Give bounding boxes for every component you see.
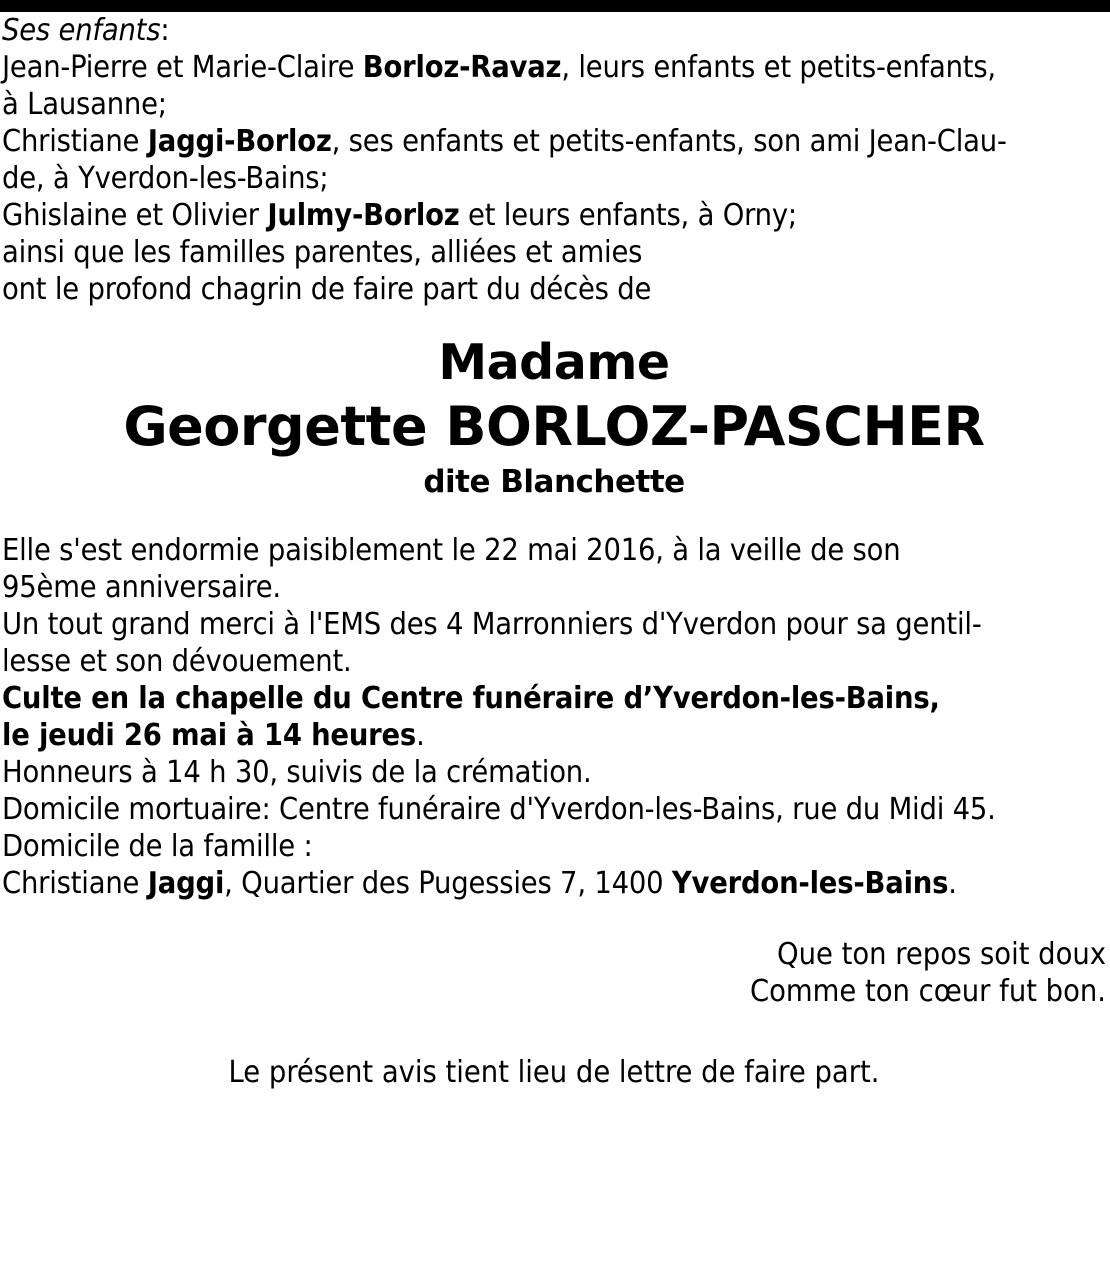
epitaph-line: Que ton repos soit doux xyxy=(777,937,1106,972)
city-name: Yverdon-les-Bains xyxy=(671,866,949,901)
intro-text-tail: , leurs enfants et petits-enfants, xyxy=(561,50,996,85)
intro-text: de, à Yverdon-les-Bains; xyxy=(2,161,329,196)
intro-line xyxy=(2,49,1106,86)
notice-footer: Le présent avis tient lieu de lettre de faire part. xyxy=(228,1055,880,1090)
body-text: Christiane xyxy=(2,866,148,901)
body-text: lesse et son dévouement. xyxy=(2,644,352,679)
service-text: Culte en la chapelle du Centre funéraire d’Yverdon-les-Bains, xyxy=(2,681,940,716)
epitaph-line: Comme ton cœur fut bon. xyxy=(749,974,1106,1009)
intro-line xyxy=(2,160,1106,197)
body-text: , Quartier des Pugessies 7, 1400 xyxy=(224,866,672,901)
intro-text: ainsi que les familles parentes, alliées et amies xyxy=(2,235,643,270)
family-address-line xyxy=(2,865,1106,902)
family-name: Julmy-Borloz xyxy=(267,198,460,233)
deceased-title: Madame xyxy=(438,334,670,391)
body-line xyxy=(2,754,1106,791)
intro-line xyxy=(2,123,1106,160)
body-text: Domicile de la famille : xyxy=(2,829,313,864)
body-text: 95ème anniversaire. xyxy=(2,570,281,605)
family-name: Jaggi-Borloz xyxy=(147,124,332,159)
intro-line xyxy=(2,197,1106,234)
body-text: Domicile mortuaire: Centre funéraire d'Yverdon-les-Bains, rue du Midi 45. xyxy=(2,792,996,827)
body-line xyxy=(2,532,1106,569)
intro-text: Christiane xyxy=(2,124,148,159)
spacer xyxy=(2,1010,1106,1054)
spacer xyxy=(2,504,1106,532)
intro-text: à Lausanne; xyxy=(2,87,167,122)
service-line xyxy=(2,717,1106,754)
body-line xyxy=(2,569,1106,606)
body-line xyxy=(2,643,1106,680)
children-heading-label: Ses enfants xyxy=(2,13,161,48)
body-text: Elle s'est endormie paisiblement le 22 mai 2016, à la veille de son xyxy=(2,533,901,568)
body-text: Un tout grand merci à l'EMS des 4 Marronniers d'Yverdon pour sa gentil- xyxy=(2,607,982,642)
family-name: Borloz-Ravaz xyxy=(362,50,562,85)
body-text: Honneurs à 14 h 30, suivis de la crémation. xyxy=(2,755,592,790)
intro-line xyxy=(2,86,1106,123)
deceased-nickname: dite Blanchette xyxy=(423,464,685,500)
body-line xyxy=(2,828,1106,865)
children-heading xyxy=(2,12,1106,49)
intro-text: Ghislaine et Olivier xyxy=(2,198,268,233)
body-line xyxy=(2,606,1106,643)
intro-line xyxy=(2,271,1106,308)
intro-text: Jean-Pierre et Marie-Claire xyxy=(2,50,363,85)
top-rule-divider xyxy=(0,0,1110,12)
children-heading-suffix: : xyxy=(160,13,170,48)
intro-line xyxy=(2,234,1106,271)
deceased-name: Georgette BORLOZ-PASCHER xyxy=(123,395,985,458)
body-text: . xyxy=(948,866,957,901)
body-line xyxy=(2,791,1106,828)
intro-text-tail: , ses enfants et petits-enfants, son ami Jean-Clau- xyxy=(331,124,1007,159)
intro-text-tail: et leurs enfants, à Orny; xyxy=(459,198,797,233)
notice-content xyxy=(0,12,1110,1091)
intro-text: ont le profond chagrin de faire part du décès de xyxy=(2,272,652,307)
spacer xyxy=(2,902,1106,936)
service-line xyxy=(2,680,1106,717)
service-text-tail: . xyxy=(416,718,425,753)
family-name: Jaggi xyxy=(147,866,225,901)
service-text: le jeudi 26 mai à 14 heures xyxy=(2,718,417,753)
